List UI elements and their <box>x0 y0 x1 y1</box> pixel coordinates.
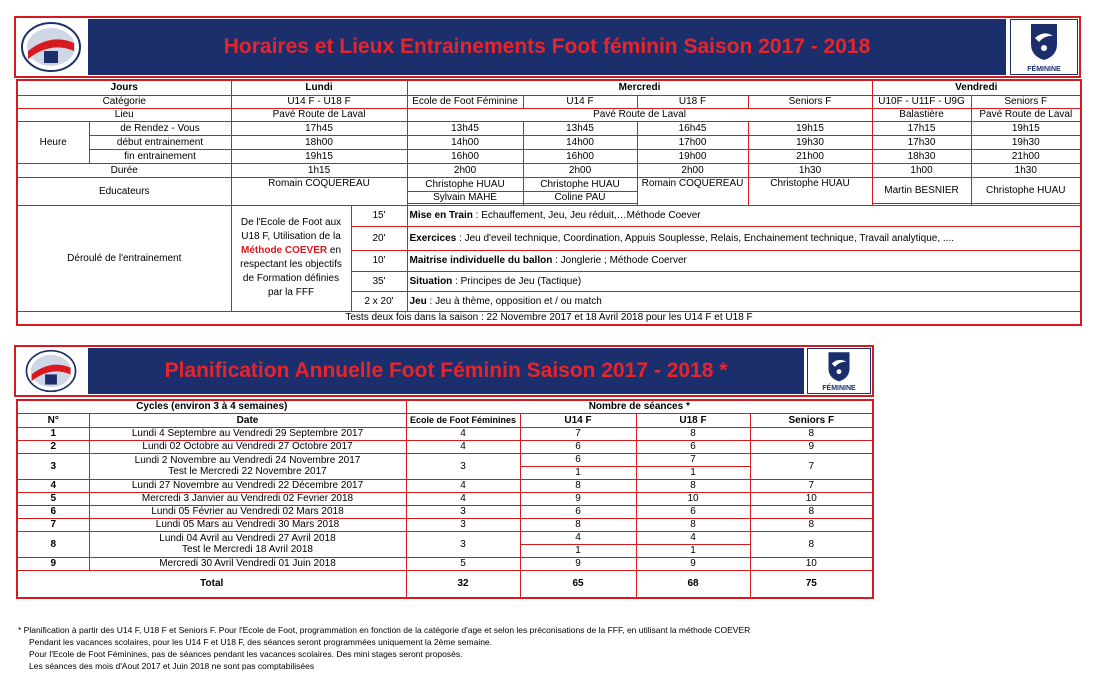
cell-educateur: Martin BESNIER <box>872 177 971 203</box>
cycle-date-line: Test le Mercredi 22 Novembre 2017 <box>168 466 327 477</box>
cell-duree: 1h30 <box>971 163 1081 177</box>
ffl-logo-top <box>1010 19 1078 75</box>
cell-u18: 8 <box>636 479 750 492</box>
cell-seniors: 10 <box>750 557 873 570</box>
cycle-number: 3 <box>17 453 89 479</box>
cell-u18: 6 <box>636 505 750 518</box>
row-label-deroule: Déroulé de l'entrainement <box>17 205 231 311</box>
cell-fin: 18h30 <box>872 149 971 163</box>
cell-fin: 21h00 <box>971 149 1081 163</box>
cell-efe: 4 <box>406 479 520 492</box>
cell-rdv: 16h45 <box>637 121 748 135</box>
footnote-line: Les séances des mois d'Aout 2017 et Juin 2018 ne sont pas comptabilisées <box>29 661 315 671</box>
header-seances: Nombre de séances * <box>406 400 873 413</box>
cell-fin: 16h00 <box>523 149 637 163</box>
ffl-logo-bottom <box>807 348 871 394</box>
cell-categorie: Ecole de Foot Féminine <box>407 95 523 108</box>
cell-seniors: 8 <box>750 505 873 518</box>
cell-u14: 7 <box>520 427 636 440</box>
cycle-number: 1 <box>17 427 89 440</box>
row-label-educateurs: Educateurs <box>17 177 231 205</box>
row-label-duree: Durée <box>17 163 231 177</box>
cell-u14: 1 <box>520 544 636 557</box>
step-title: Jeu <box>409 295 427 307</box>
cycle-date: Lundi 27 Novembre au Vendredi 22 Décembre 2017 <box>89 479 406 492</box>
step-time: 20' <box>351 226 407 250</box>
cycle-date: Lundi 02 Octobre au Vendredi 27 Octobre 2017 <box>89 440 406 453</box>
step-description <box>407 291 1081 311</box>
cell-u14: 4 <box>520 531 636 544</box>
cell-categorie: Seniors F <box>748 95 872 108</box>
cell-duree: 2h00 <box>637 163 748 177</box>
cycle-date <box>89 453 406 479</box>
header-group: U18 F <box>636 413 750 427</box>
fff-badge-icon <box>808 349 870 383</box>
cell-u14: 9 <box>520 492 636 505</box>
cycle-date: Mercredi 30 Avril Vendredi 01 Juin 2018 <box>89 557 406 570</box>
cell-efe: 4 <box>406 440 520 453</box>
cycle-number: 6 <box>17 505 89 518</box>
cycle-date-line: Test le Mercredi 18 Avril 2018 <box>182 544 313 555</box>
cycle-number: 9 <box>17 557 89 570</box>
cycle-date-line: Lundi 2 Novembre au Vendredi 24 Novembre 2017 <box>134 455 361 466</box>
cell-u18: 1 <box>636 544 750 557</box>
top-title: Horaires et Lieux Entrainements Foot féminin Saison 2017 - 2018 <box>223 35 871 58</box>
bottom-title-banner <box>88 348 804 394</box>
cell-educateur: Christophe HUAU <box>407 177 523 191</box>
cell-educateur: Romain COQUEREAU <box>637 177 748 205</box>
cell-fin: 16h00 <box>407 149 523 163</box>
method-highlight: Méthode COEVER <box>241 245 328 256</box>
total-value: 75 <box>750 570 873 598</box>
club-logo-bottom <box>17 348 85 394</box>
cell-debut: 19h30 <box>971 135 1081 149</box>
method-text-1: De l'Ecole de Foot aux U18 F, Utilisation de la <box>240 217 342 242</box>
cycle-date: Mercredi 3 Janvier au Vendredi 02 Fevrier 2018 <box>89 492 406 505</box>
header-lundi: Lundi <box>231 80 407 95</box>
cell-debut: 14h00 <box>407 135 523 149</box>
bottom-title: Planification Annuelle Foot Féminin Saison 2017 - 2018 * <box>164 359 728 382</box>
cell-efe: 3 <box>406 518 520 531</box>
total-label: Total <box>17 570 406 598</box>
method-text-2: en respectant les objectifs de Formation définies par la FFF <box>240 245 342 298</box>
club-logo <box>17 19 85 75</box>
cell-rdv: 13h45 <box>523 121 637 135</box>
header-vendredi: Vendredi <box>872 80 1081 95</box>
cycle-date <box>89 531 406 557</box>
cell-duree: 1h00 <box>872 163 971 177</box>
top-title-banner <box>88 19 1006 75</box>
cycle-number: 7 <box>17 518 89 531</box>
cell-rdv: 17h45 <box>231 121 407 135</box>
cycle-number: 4 <box>17 479 89 492</box>
cell-efe: 3 <box>406 531 520 557</box>
cell-u14: 6 <box>520 440 636 453</box>
cell-seniors: 7 <box>750 479 873 492</box>
step-text: : Jeu à thème, opposition et / ou match <box>426 295 602 307</box>
club-logo-badge-icon <box>20 21 82 73</box>
cell-seniors: 8 <box>750 427 873 440</box>
cell-lieu: Pavé Route de Laval <box>407 108 872 121</box>
cell-seniors: 7 <box>750 453 873 479</box>
cell-u14: 6 <box>520 505 636 518</box>
step-title: Situation <box>409 275 453 287</box>
cell-categorie: U14 F - U18 F <box>231 95 407 108</box>
cell-u18: 1 <box>636 466 750 479</box>
cell-debut: 17h30 <box>872 135 971 149</box>
cell-u14: 8 <box>520 518 636 531</box>
total-value: 65 <box>520 570 636 598</box>
cell-educateur: Christophe HUAU <box>748 177 872 205</box>
footnotes <box>18 624 1078 672</box>
header-group: U14 F <box>520 413 636 427</box>
step-title: Exercices <box>409 232 457 244</box>
cell-educateur: Romain COQUEREAU <box>231 177 407 205</box>
cell-educateur: Christophe HUAU <box>523 177 637 191</box>
cell-u14: 6 <box>520 453 636 466</box>
cell-efe: 4 <box>406 427 520 440</box>
row-label-categorie: Catégorie <box>17 95 231 108</box>
cell-duree: 2h00 <box>407 163 523 177</box>
step-description <box>407 205 1081 226</box>
cell-fin: 19h00 <box>637 149 748 163</box>
cell-educateur-2: Sylvain MAHE <box>407 191 523 203</box>
step-time: 35' <box>351 271 407 291</box>
cell-categorie: U18 F <box>637 95 748 108</box>
step-text: : Jonglerie ; Méthode Coerver <box>552 255 687 266</box>
step-title: Mise en Train <box>409 210 473 221</box>
cell-efe: 5 <box>406 557 520 570</box>
footnote-line: Pour l'Ecole de Foot Féminines, pas de séances pendant les vacances scolaires. Des mini stages seront proposés. <box>29 649 463 659</box>
schedule-table <box>16 79 1082 326</box>
cycle-date: Lundi 4 Septembre au Vendredi 29 Septembre 2017 <box>89 427 406 440</box>
cell-rdv: 19h15 <box>971 121 1081 135</box>
total-value: 68 <box>636 570 750 598</box>
ffl-label-top: FÉMININE <box>1027 66 1061 73</box>
fff-badge-icon <box>1011 20 1077 62</box>
cell-efe: 4 <box>406 492 520 505</box>
tests-note: Tests deux fois dans la saison : 22 Novembre 2017 et 18 Avril 2018 pour les U14 F et U18 F <box>17 311 1081 325</box>
header-group: Ecole de Foot Féminines <box>406 413 520 427</box>
club-logo-badge-icon <box>20 349 82 393</box>
cell-educateur: Christophe HUAU <box>971 177 1081 203</box>
cell-u18: 9 <box>636 557 750 570</box>
cell-u18: 10 <box>636 492 750 505</box>
cell-duree: 2h00 <box>523 163 637 177</box>
cell-duree: 1h30 <box>748 163 872 177</box>
step-title: Maitrise individuelle du ballon <box>409 255 553 266</box>
cell-rdv: 19h15 <box>748 121 872 135</box>
header-cycles: Cycles (environ 3 à 4 semaines) <box>17 400 406 413</box>
cycle-number: 5 <box>17 492 89 505</box>
header-date: Date <box>89 413 406 427</box>
cell-lieu: Pavé Route de Laval <box>231 108 407 121</box>
cell-lieu: Pavé Route de Laval <box>971 108 1081 121</box>
cell-u18: 4 <box>636 531 750 544</box>
cell-categorie: U10F - U11F - U9G <box>872 95 971 108</box>
method-description <box>231 205 351 311</box>
row-label-debut: début entrainement <box>89 135 231 149</box>
cell-categorie: Seniors F <box>971 95 1081 108</box>
row-label-heure: Heure <box>17 121 89 163</box>
header-jours: Jours <box>17 80 231 95</box>
cell-u14: 9 <box>520 557 636 570</box>
step-description <box>407 271 1081 291</box>
cell-debut: 14h00 <box>523 135 637 149</box>
row-label-fin: fin entrainement <box>89 149 231 163</box>
step-description <box>407 226 1081 250</box>
cell-debut: 17h00 <box>637 135 748 149</box>
step-text: : Principes de Jeu (Tactique) <box>452 275 582 287</box>
cell-educateur-2: Coline PAU <box>523 191 637 203</box>
cell-debut: 18h00 <box>231 135 407 149</box>
cell-u18: 8 <box>636 427 750 440</box>
cycle-number: 2 <box>17 440 89 453</box>
step-text: : Jeu d'eveil technique, Coordination, Appuis Souplesse, Relais, Enchainement technique, Travail analytique, .... <box>456 232 955 244</box>
cell-duree: 1h15 <box>231 163 407 177</box>
footnote-line: * Planification à partir des U14 F, U18 F et Seniors F. Pour l'Ecole de Foot, programmation en fonction de la catégorie d'age et selon les préconisations de la FFF, en utilisant la méthode COEVER <box>18 625 751 635</box>
cell-seniors: 8 <box>750 531 873 557</box>
cell-debut: 19h30 <box>748 135 872 149</box>
cycle-date: Lundi 05 Février au Vendredi 02 Mars 2018 <box>89 505 406 518</box>
step-time: 15' <box>351 205 407 226</box>
cell-u18: 7 <box>636 453 750 466</box>
cycle-date: Lundi 05 Mars au Vendredi 30 Mars 2018 <box>89 518 406 531</box>
step-time: 10' <box>351 250 407 271</box>
header-group: Seniors F <box>750 413 873 427</box>
footnote-line: Pendant les vacances scolaires, pour les U14 F et U18 F, des séances seront programmées uniquement la 2ème semaine. <box>29 637 493 647</box>
cell-seniors: 8 <box>750 518 873 531</box>
cell-lieu: Balastière <box>872 108 971 121</box>
header-mercredi: Mercredi <box>407 80 872 95</box>
cell-u18: 8 <box>636 518 750 531</box>
cell-categorie: U14 F <box>523 95 637 108</box>
cell-rdv: 13h45 <box>407 121 523 135</box>
step-description <box>407 250 1081 271</box>
cycle-number: 8 <box>17 531 89 557</box>
cell-rdv: 17h15 <box>872 121 971 135</box>
cell-fin: 19h15 <box>231 149 407 163</box>
planning-table <box>16 399 874 599</box>
cell-u14: 8 <box>520 479 636 492</box>
row-label-lieu: Lieu <box>17 108 231 121</box>
cell-fin: 21h00 <box>748 149 872 163</box>
cell-seniors: 10 <box>750 492 873 505</box>
row-label-rdv: de Rendez - Vous <box>89 121 231 135</box>
cell-seniors: 9 <box>750 440 873 453</box>
cell-u14: 1 <box>520 466 636 479</box>
cell-u18: 6 <box>636 440 750 453</box>
header-n: N° <box>17 413 89 427</box>
cell-efe: 3 <box>406 505 520 518</box>
ffl-label-bottom: FÉMININE <box>822 385 856 392</box>
cell-efe: 3 <box>406 453 520 479</box>
cycle-date-line: Lundi 04 Avril au Vendredi 27 Avril 2018 <box>159 533 336 544</box>
total-value: 32 <box>406 570 520 598</box>
step-time: 2 x 20' <box>351 291 407 311</box>
step-text: : Echauffement, Jeu, Jeu réduit,…Méthode Coever <box>472 210 701 221</box>
